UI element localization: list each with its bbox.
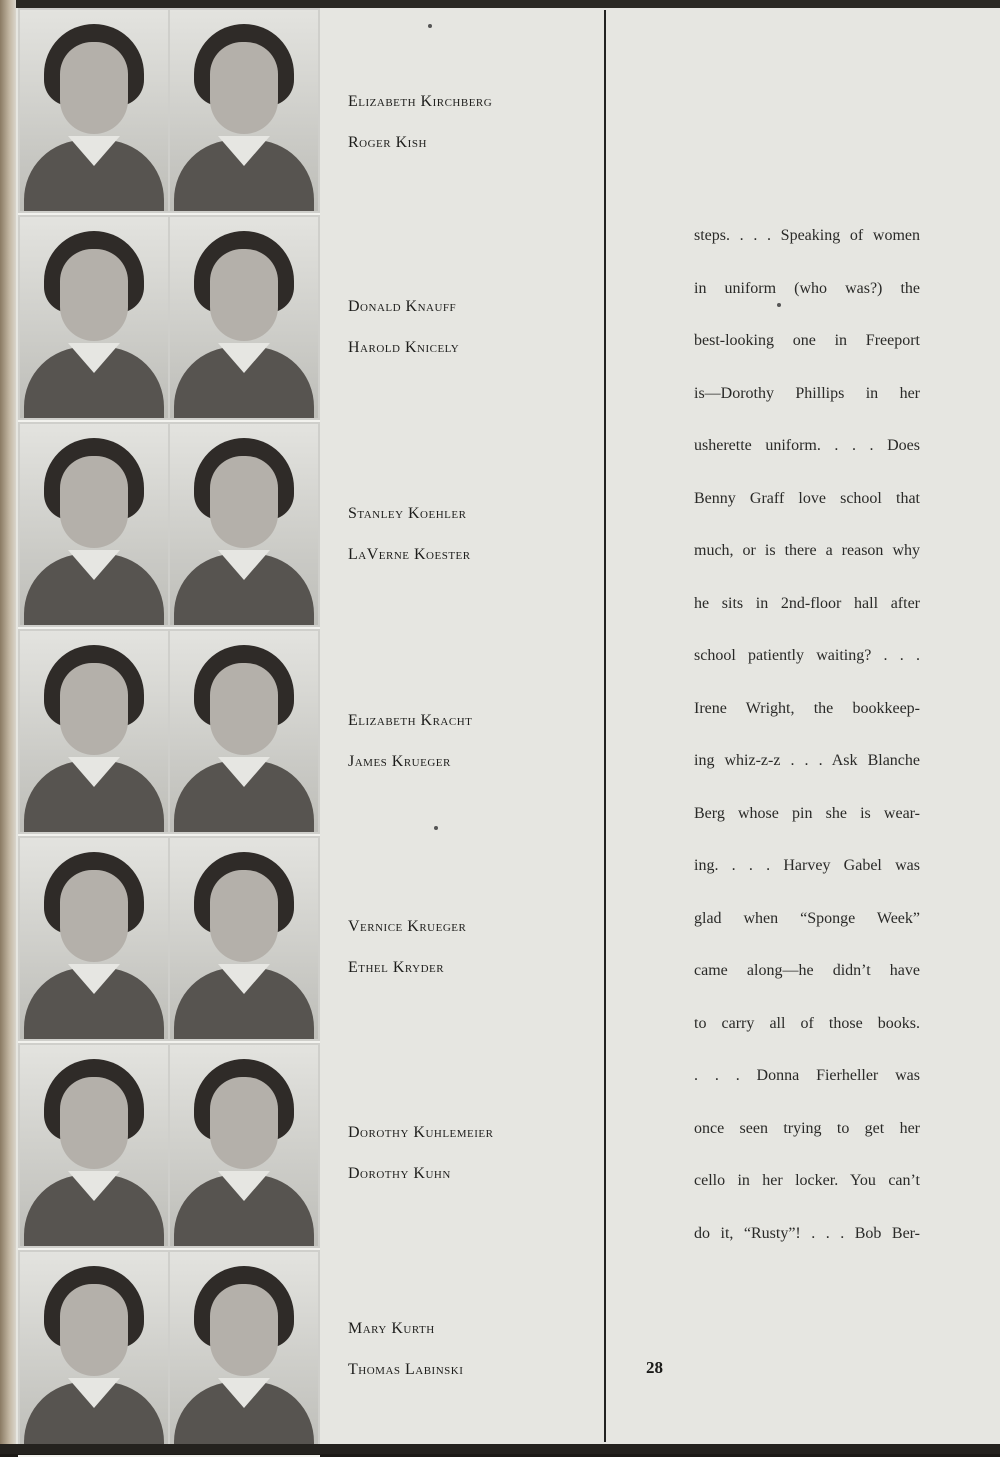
name-pair <box>348 81 598 163</box>
student-name: Thomas Labinski <box>348 1361 464 1378</box>
student-portrait <box>20 10 168 211</box>
print-speck <box>434 826 438 830</box>
page-binding <box>0 0 16 1454</box>
column-line: came along—he didn’t have <box>694 962 920 979</box>
student-portrait <box>20 217 168 418</box>
column-line: do it, “Rusty”! . . . Bob Ber- <box>694 1224 920 1242</box>
student-name: Vernice Krueger <box>348 918 467 935</box>
student-portrait <box>170 424 318 625</box>
column-line: . . . Donna Fierheller was <box>694 1067 920 1084</box>
column-line: Berg whose pin she is wear- <box>694 804 920 822</box>
column-line: in uniform (who was?) the <box>694 279 920 297</box>
portrait-row <box>18 836 320 1043</box>
column-line: best-looking one in Freeport <box>694 332 920 349</box>
name-pair <box>348 1308 598 1390</box>
portrait-row <box>18 629 320 836</box>
student-portrait <box>20 424 168 625</box>
student-portrait <box>170 10 318 211</box>
portrait-row <box>18 1043 320 1250</box>
page-number: 28 <box>646 1358 663 1377</box>
student-portrait <box>20 631 168 832</box>
student-name: Stanley Koehler <box>348 505 467 522</box>
column-line: glad when “Sponge Week” <box>694 909 920 927</box>
column-line: is—Dorothy Phillips in her <box>694 384 920 402</box>
student-name: Elizabeth Kracht <box>348 712 473 729</box>
column-line: ing. . . . Harvey Gabel was <box>694 857 920 874</box>
student-portrait <box>170 1252 318 1453</box>
portrait-row <box>18 8 320 215</box>
student-name: Mary Kurth <box>348 1320 435 1337</box>
name-pair <box>348 286 598 368</box>
student-portrait <box>20 1045 168 1246</box>
student-name: Dorothy Kuhn <box>348 1165 451 1182</box>
gossip-column <box>694 210 920 1260</box>
column-divider <box>604 10 606 1442</box>
student-name: Dorothy Kuhlemeier <box>348 1124 494 1141</box>
student-portrait <box>20 838 168 1039</box>
student-name: LaVerne Koester <box>348 546 471 563</box>
column-line: steps. . . . Speaking of women <box>694 227 920 244</box>
print-speck <box>428 24 432 28</box>
portrait-row <box>18 422 320 629</box>
column-line: cello in her locker. You can’t <box>694 1172 920 1189</box>
column-line: school patiently waiting? . . . <box>694 647 920 664</box>
student-portrait <box>20 1252 168 1453</box>
column-line: Irene Wright, the bookkeep- <box>694 699 920 717</box>
student-name: Ethel Kryder <box>348 959 445 976</box>
page-top-edge <box>0 0 1000 8</box>
student-name: James Krueger <box>348 753 451 770</box>
portrait-row <box>18 215 320 422</box>
column-line: much, or is there a reason why <box>694 542 920 559</box>
column-line: to carry all of those books. <box>694 1014 920 1032</box>
column-line: Benny Graff love school that <box>694 489 920 507</box>
name-pair <box>348 1112 598 1194</box>
portrait-column <box>18 8 320 1444</box>
page-bottom-edge <box>0 1444 1000 1454</box>
name-pair <box>348 493 598 575</box>
column-line: ing whiz-z-z . . . Ask Blanche <box>694 752 920 769</box>
column-line: usherette uniform. . . . Does <box>694 437 920 454</box>
student-portrait <box>170 1045 318 1246</box>
column-line: once seen trying to get her <box>694 1119 920 1137</box>
student-name: Roger Kish <box>348 134 427 151</box>
student-portrait <box>170 838 318 1039</box>
name-pair <box>348 906 598 988</box>
student-name: Harold Knicely <box>348 339 460 356</box>
student-name: Donald Knauff <box>348 298 457 315</box>
student-portrait <box>170 631 318 832</box>
portrait-row <box>18 1250 320 1457</box>
student-portrait <box>170 217 318 418</box>
student-name: Elizabeth Kirchberg <box>348 93 493 110</box>
column-line: he sits in 2nd-floor hall after <box>694 594 920 612</box>
name-pair <box>348 700 598 782</box>
